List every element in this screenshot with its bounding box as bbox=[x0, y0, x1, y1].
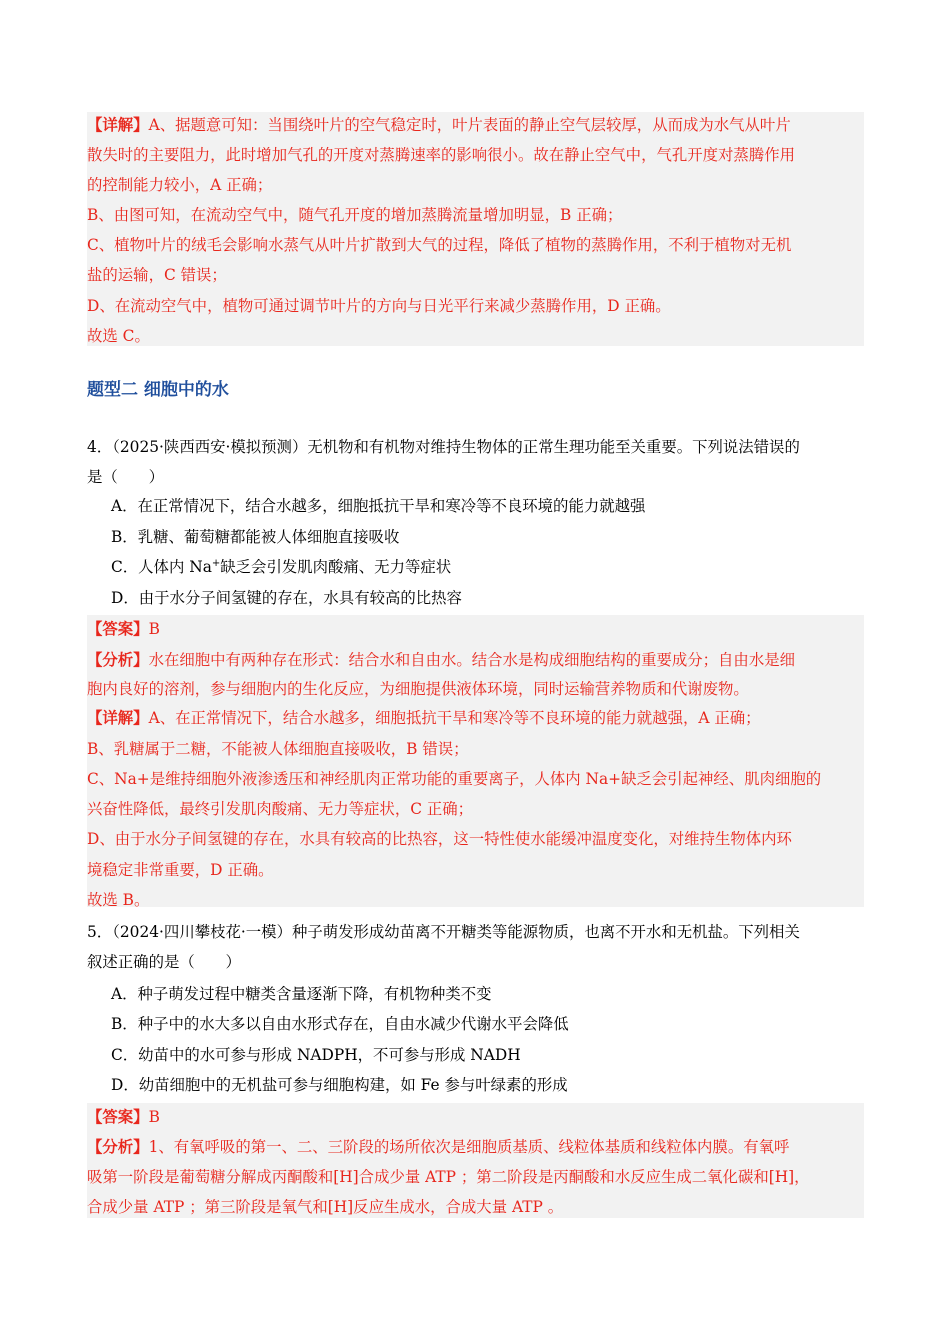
detail-line: 故选 C。 bbox=[87, 327, 150, 345]
option-b: B．种子中的水大多以自由水形式存在，自由水减少代谢水平会降低 bbox=[111, 1015, 569, 1033]
detail-line: 的控制能力较小，A 正确； bbox=[87, 176, 273, 194]
option-b: B．乳糖、葡萄糖都能被人体细胞直接吸收 bbox=[111, 528, 400, 546]
detail-tag: 【详解】 bbox=[87, 116, 149, 134]
section-heading: 题型二 细胞中的水 bbox=[87, 380, 229, 400]
analysis-line: 【分析】水在细胞中有两种存在形式：结合水和自由水。结合水是构成细胞结构的重要成分；自由水是细 bbox=[87, 651, 795, 669]
detail-line: 故选 B。 bbox=[87, 891, 150, 909]
question-stem: 是（ ） bbox=[87, 468, 164, 486]
detail-line: D、在流动空气中，植物可通过调节叶片的方向与日光平行来减少蒸腾作用，D 正确。 bbox=[87, 297, 671, 315]
question-stem: 5．（2024·四川攀枝花·一模）种子萌发形成幼苗离不开糖类等能源物质，也离不开水和无机盐。下列相关 bbox=[87, 923, 800, 941]
option-d: D．幼苗细胞中的无机盐可参与细胞构建，如 Fe 参与叶绿素的形成 bbox=[111, 1076, 568, 1094]
option-a: A．种子萌发过程中糖类含量逐渐下降，有机物种类不变 bbox=[111, 985, 492, 1003]
option-c: C．幼苗中的水可参与形成 NADPH，不可参与形成 NADH bbox=[111, 1046, 521, 1064]
question-stem: 4．（2025·陕西西安·模拟预测）无机物和有机物对维持生物体的正常生理功能至关重要。下列说法错误的 bbox=[87, 438, 800, 456]
detail-line: 【详解】A、在正常情况下，结合水越多，细胞抵抗干旱和寒冷等不良环境的能力就越强，A 正确； bbox=[87, 709, 761, 727]
detail-line: B、乳糖属于二糖，不能被人体细胞直接吸收，B 错误； bbox=[87, 740, 469, 758]
option-c: C．人体内 Na+缺乏会引发肌肉酸痛、无力等症状 bbox=[111, 557, 452, 576]
detail-line: D、由于水分子间氢键的存在，水具有较高的比热容，这一特性使水能缓冲温度变化，对维持生物体内环 bbox=[87, 830, 792, 848]
analysis-line: 吸第一阶段是葡萄糖分解成丙酮酸和[H]合成少量 ATP ；第二阶段是丙酮酸和水反应生成二氧化碳和[H]， bbox=[87, 1168, 810, 1186]
question-stem: 叙述正确的是（ ） bbox=[87, 953, 241, 971]
analysis-line: 合成少量 ATP ；第三阶段是氧气和[H]反应生成水，合成大量 ATP 。 bbox=[87, 1198, 564, 1216]
detail-line: C、植物叶片的绒毛会影响水蒸气从叶片扩散到大气的过程，降低了植物的蒸腾作用，不利于植物对无机 bbox=[87, 236, 792, 254]
detail-line: C、Na+是维持细胞外液渗透压和神经肌肉正常功能的重要离子，人体内 Na+缺乏会引起神经、肌肉细胞的 bbox=[87, 770, 822, 788]
answer-line: 【答案】B bbox=[87, 620, 160, 638]
detail-line: 境稳定非常重要，D 正确。 bbox=[87, 861, 274, 879]
option-d: D．由于水分子间氢键的存在，水具有较高的比热容 bbox=[111, 589, 462, 607]
detail-line: 【详解】A、据题意可知：当围绕叶片的空气稳定时，叶片表面的静止空气层较厚，从而成为水气从叶片 bbox=[87, 116, 791, 134]
option-a: A．在正常情况下，结合水越多，细胞抵抗干旱和寒冷等不良环境的能力就越强 bbox=[111, 497, 646, 515]
detail-line: B、由图可知，在流动空气中，随气孔开度的增加蒸腾流量增加明显，B 正确； bbox=[87, 206, 623, 224]
analysis-line: 胞内良好的溶剂，参与细胞内的生化反应，为细胞提供液体环境，同时运输营养物质和代谢废物。 bbox=[87, 680, 749, 698]
detail-line: 盐的运输，C 错误； bbox=[87, 266, 227, 284]
analysis-line: 【分析】1、有氧呼吸的第一、二、三阶段的场所依次是细胞质基质、线粒体基质和线粒体内膜。有氧呼 bbox=[87, 1138, 790, 1156]
detail-line: 散失时的主要阻力，此时增加气孔的开度对蒸腾速率的影响很小。故在静止空气中，气孔开度对蒸腾作用 bbox=[87, 146, 795, 164]
answer-line: 【答案】B bbox=[87, 1108, 160, 1126]
detail-line: 兴奋性降低，最终引发肌肉酸痛、无力等症状，C 正确； bbox=[87, 800, 474, 818]
